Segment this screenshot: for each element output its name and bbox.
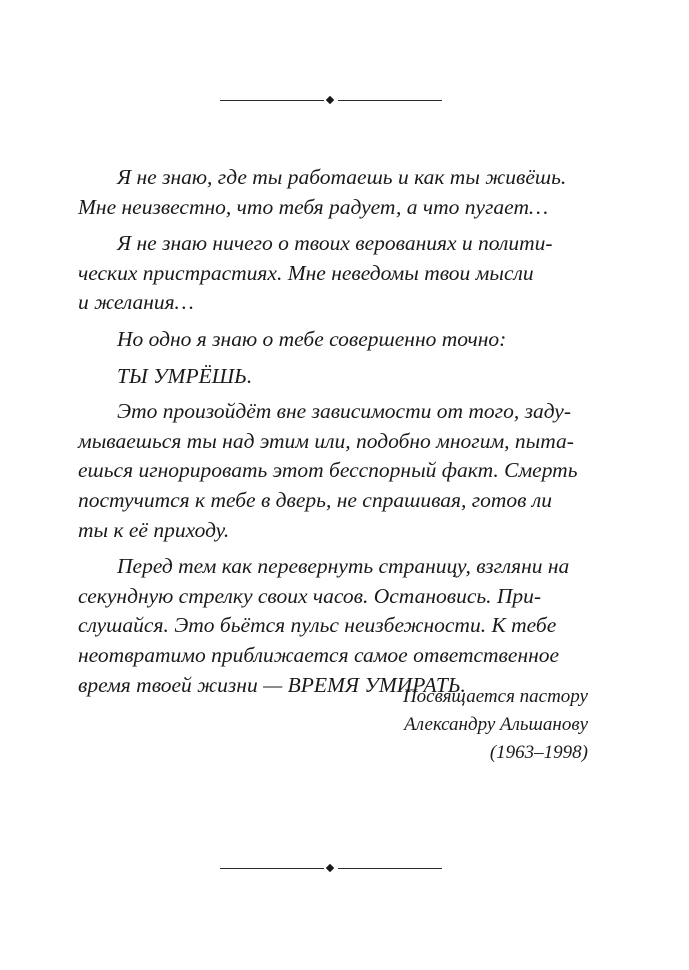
ornament-line-left — [220, 100, 324, 101]
dedication-line-2: Александру Альшанову — [404, 714, 588, 735]
text-line: ешься игнорировать этот бесспорный факт. Смерть — [78, 458, 578, 483]
bottom-ornament-divider — [220, 864, 442, 874]
diamond-icon — [326, 864, 334, 872]
text-line: Перед тем как перевернуть страницу, взгляни на — [117, 554, 570, 579]
text-line: Я не знаю, где ты работаешь и как ты живёшь. — [117, 165, 567, 189]
text-line: мываешься ты над этим или, подобно многим, пыта- — [78, 428, 574, 453]
paragraph-3 — [78, 325, 589, 355]
paragraph-5 — [78, 397, 589, 545]
text-line: слушайся. Это бьётся пульс неизбежности. К тебе — [78, 613, 557, 638]
text-line: Я не знаю ничего о твоих верованиях и полити- — [117, 231, 553, 256]
text-line: Мне неизвестно, что тебя радует, а что пугает… — [78, 194, 549, 219]
ornament-line-right — [338, 868, 442, 869]
paragraph-1 — [78, 163, 589, 222]
text-line: время твоей жизни — ВРЕМЯ УМИРАТЬ. — [78, 672, 466, 697]
text-line: секундную стрелку своих часов. Остановись. При- — [78, 583, 542, 608]
text-line: Но одно я знаю о тебе совершенно точно: — [117, 326, 507, 351]
diamond-icon — [326, 96, 334, 104]
main-text — [78, 163, 589, 707]
dedication — [268, 683, 588, 767]
text-line: ТЫ УМРЁШЬ. — [117, 363, 253, 388]
text-line: неотвратимо приближается самое ответственное — [78, 642, 560, 667]
paragraph-4-emphasis — [78, 362, 589, 392]
top-ornament-divider — [220, 96, 442, 106]
dedication-line-1: Посвящается пастору — [402, 686, 588, 707]
text-line: ты к её приходу. — [78, 517, 230, 542]
paragraph-2 — [78, 229, 589, 318]
paragraph-6 — [78, 552, 589, 700]
ornament-line-right — [338, 100, 442, 101]
ornament-line-left — [220, 868, 324, 869]
dedication-years: (1963–1998) — [489, 742, 588, 763]
text-line: постучится к тебе в дверь, не спрашивая, готов ли — [78, 487, 552, 512]
text-line: Это произойдёт вне зависимости от того, заду- — [117, 399, 571, 424]
text-line: и желания… — [78, 290, 194, 315]
text-line: ческих пристрастиях. Мне неведомы твои мысли — [78, 260, 534, 285]
